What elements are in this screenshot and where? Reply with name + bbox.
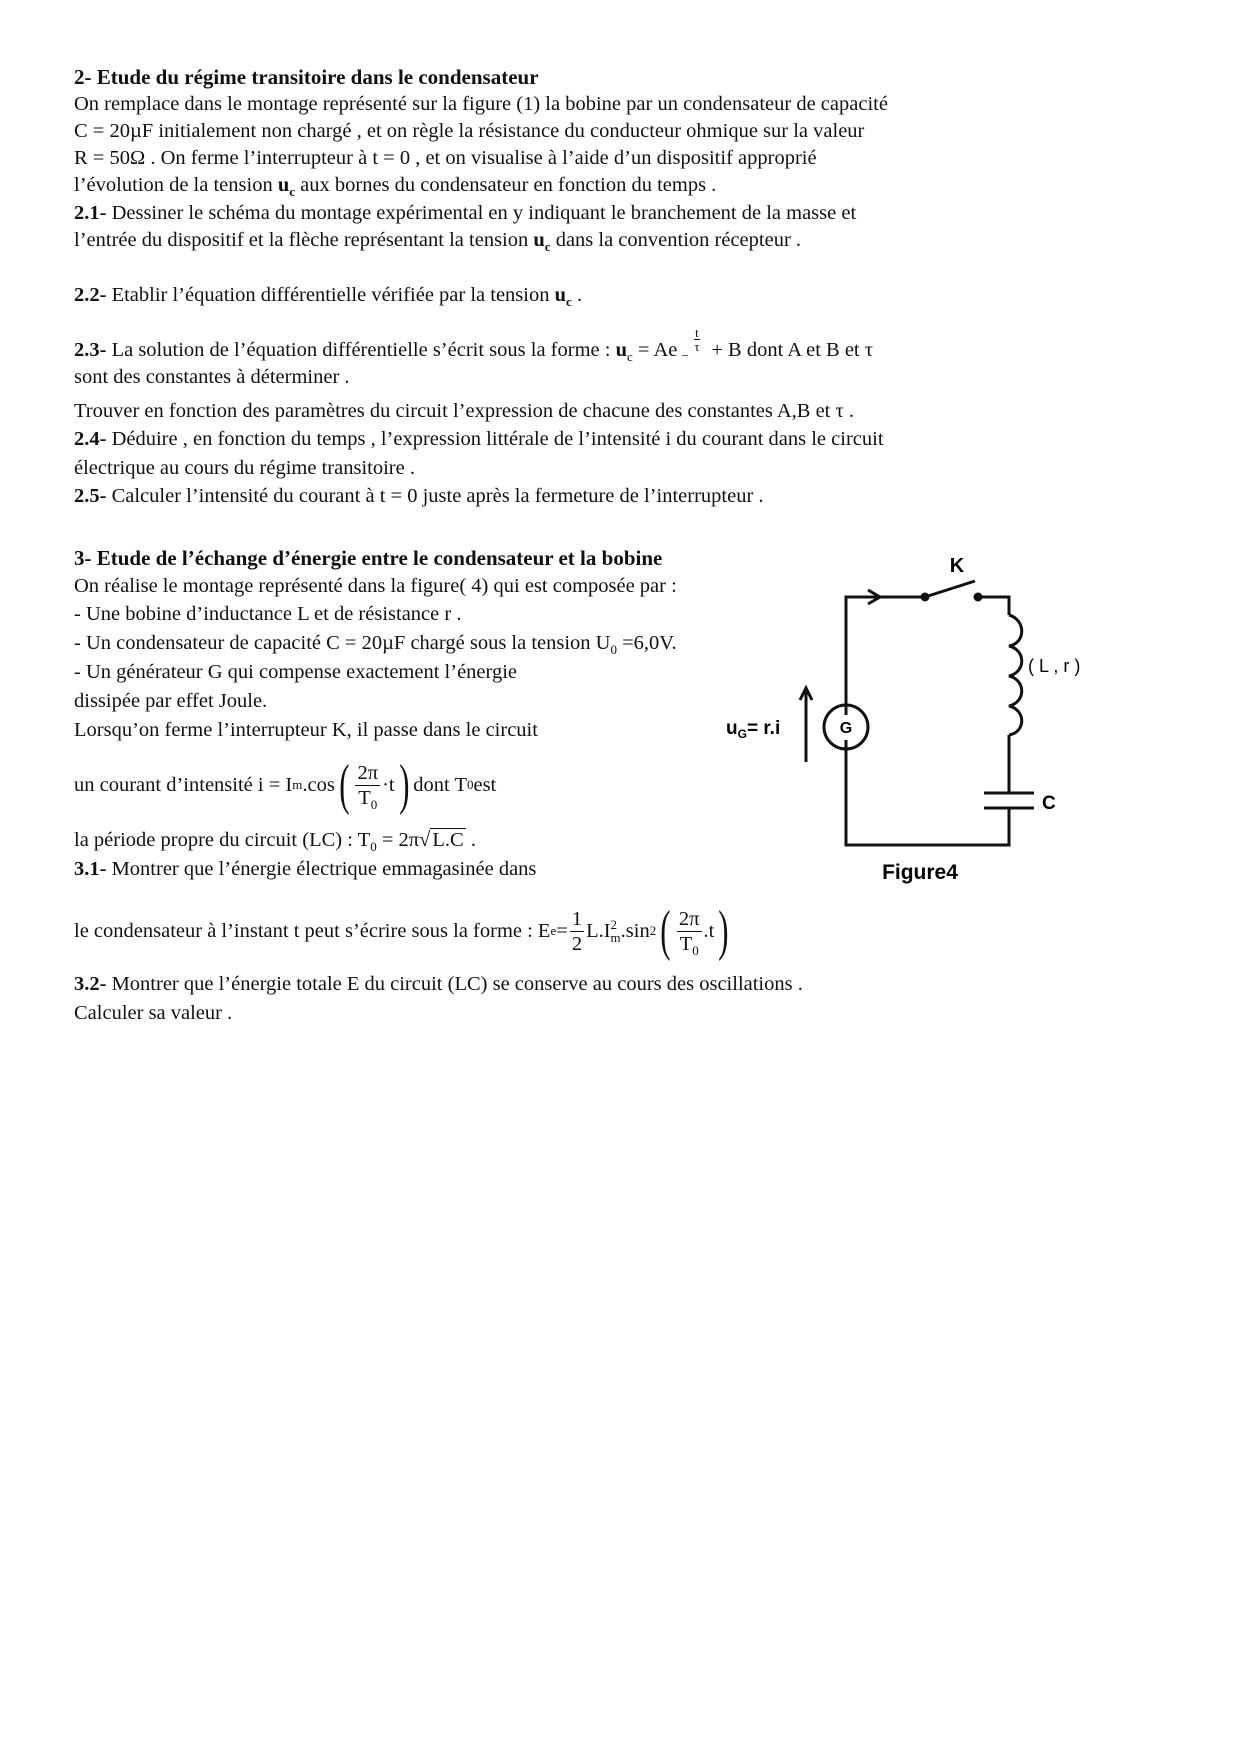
label-capacitor-c: C [1042,793,1056,814]
bullet-bobine: - Une bobine d’inductance L et de résistance r . [74,603,462,625]
question-2-5: 2.5- Calculer l’intensité du courant à t = 0 juste après la fermeture de l’interrupteur . [74,485,764,507]
question-2-1-line1: 2.1- Dessiner le schéma du montage expérimental en y indiquant le branchement de la masse et [74,202,857,224]
joule-line: dissipée par effet Joule. [74,690,268,712]
section3-intro: On réalise le montage représenté dans la figure( 4) qui est composée par : [74,575,677,597]
question-3-2-line1: 3.2- Montrer que l’énergie totale E du circuit (LC) se conserve au cours des oscillations . [74,973,803,995]
question-2-3-line2: sont des constantes à déterminer . [74,366,350,388]
bullet-condensateur: - Un condensateur de capacité C = 20µF chargé sous la tension $U_0 =6,0V$. [74,632,677,658]
section2-intro-line2: C = 20µF initialement non chargé , et on règle la résistance du conducteur ohmique sur la valeur [74,120,865,142]
section2-title: 2- Etude du régime transitoire dans le condensateur [74,65,539,89]
section2-intro-line1: On remplace dans le montage représenté sur la figure (1) la bobine par un condensateur de capacité [74,93,888,115]
figure-caption: Figure4 [882,861,958,884]
section3-title: 3- Etude de l’échange d’énergie entre le condensateur et la bobine [74,546,663,570]
section2-intro-line3: R = 50Ω . On ferme l’interrupteur à t = 0 , et on visualise à l’aide d’un dispositif approprié [74,147,817,169]
question-3-2-line2: Calculer sa valeur . [74,1002,233,1024]
solution-equation: = Ae − t τ + B [637,325,742,363]
label-ug: $u_G= r.i$ [726,718,781,741]
label-coil-lr: ( L , r ) [1028,656,1081,676]
question-2-2: 2.2- Etablir l’équation différentielle vérifiée par la tension $u_c$ . [74,284,583,310]
label-switch-k: K [949,555,965,577]
lorsqu-line: Lorsqu’on ferme l’interrupteur K, il passe dans le circuit [74,719,538,741]
question-2-3-line3: Trouver en fonction des paramètres du circuit l’expression de chacune des constantes A,B et τ . [74,400,854,422]
question-2-1-line2: l’entrée du dispositif et la flèche représentant la tension $u_c$ dans la convention récepteur . [74,229,802,255]
label-generator-g: G [839,720,853,737]
circuit-figure4 [700,545,1120,895]
question-3-1-line2: le condensateur à l’instant t peut s’écrire sous la forme : E e = $\frac{1}{2}$ L.I 2 m .sin 2 ( $\frac{2\pi}{T_0}$ .t ) [74,900,729,962]
question-2-4-line1: 2.4- Déduire , en fonction du temps , l’expression littérale de l’intensité i du courant dans le circuit [74,428,884,450]
courant-line: un courant d’intensité i = I m .cos ( $\frac{2\pi}{T_0}$ ·t ) dont T 0 est [74,754,497,816]
wire-top-right [978,597,1009,615]
question-2-3-line1: 2.3- La solution de l’équation différentielle s’écrit sous la forme : $u_c = Ae$ − t τ + B dont A et B et τ [74,325,873,365]
periode-line: la période propre du circuit (LC) : $T_0 = 2\pi√L.C$ . [74,829,476,855]
question-2-4-line2: électrique au cours du régime transitoire . [74,457,415,479]
switch-k-blade [925,581,975,597]
section2-intro-line4: l’évolution de la tension $u_c$ aux bornes du condensateur en fonction du temps . [74,174,717,200]
bullet-generateur: - Un générateur G qui compense exactement l’énergie [74,661,518,683]
question-3-1-line1: 3.1- Montrer que l’énergie électrique emmagasinée dans [74,858,537,880]
coil-inductor-icon [1009,615,1022,735]
wire-left-top [846,597,925,715]
